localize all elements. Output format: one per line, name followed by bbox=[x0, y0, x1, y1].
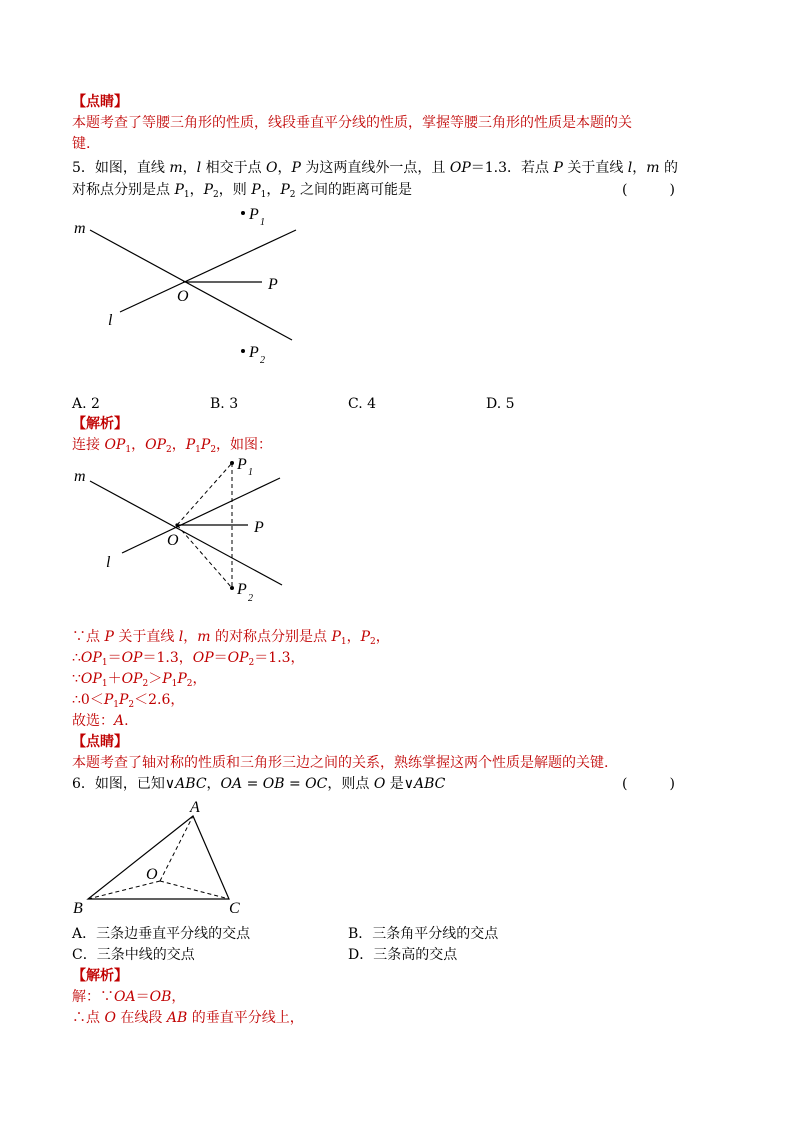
q6-option-a[interactable]: A．三条边垂直平分线的交点 bbox=[72, 926, 251, 942]
label-P1-sub: 1 bbox=[248, 467, 253, 478]
q5-option-d[interactable]: D. 5 bbox=[486, 396, 515, 412]
section-heading-dianjing-1: 【点睛】 bbox=[72, 94, 128, 110]
label-P: P bbox=[254, 519, 264, 536]
dashed-OC bbox=[160, 881, 229, 899]
label-l: l bbox=[106, 554, 111, 571]
analysis6-line-1: 解：∵OA＝OB， bbox=[72, 989, 186, 1005]
section-heading-jiexi-1: 【解析】 bbox=[72, 416, 128, 432]
analysis5-line-4: $\therefore 0<P_1P_2<2.6$， bbox=[72, 692, 185, 710]
section-heading-dianjing-2: 【点睛】 bbox=[72, 734, 128, 750]
dashed-OP2 bbox=[177, 525, 232, 588]
q6-option-d[interactable]: D．三条高的交点 bbox=[348, 947, 458, 963]
label-B: B bbox=[73, 900, 83, 917]
label-m: m bbox=[74, 220, 86, 237]
label-P1: P bbox=[249, 206, 259, 223]
point-p2-dot bbox=[230, 586, 234, 590]
q6-figure bbox=[0, 795, 794, 920]
point-o-dot bbox=[175, 523, 178, 526]
analysis5-line-2: $\therefore OP_1=OP=1.3$，$OP=OP_2=1.3$， bbox=[72, 650, 305, 668]
triangle-abc bbox=[88, 816, 229, 899]
label-O: O bbox=[167, 532, 179, 549]
label-P: P bbox=[268, 276, 278, 293]
q6-stem: 6．如图，已知∨ABC，OA = OB = OC，则点 O 是∨ABC bbox=[72, 776, 446, 792]
analysis5-line-1: ∵点 P 关于直线 l，m 的对称点分别是点 $P_1$，$P_2$， bbox=[72, 629, 390, 647]
analysis5-figure bbox=[0, 455, 794, 615]
label-P1-sub: 1 bbox=[260, 217, 265, 228]
point-p1-dot bbox=[241, 211, 245, 215]
dashed-OA bbox=[160, 816, 193, 881]
label-O: O bbox=[146, 866, 158, 883]
label-l: l bbox=[108, 312, 113, 329]
q5-option-c[interactable]: C. 4 bbox=[348, 396, 377, 412]
analysis5-line-3: $\because OP_1+OP_2>P_1P_2$， bbox=[72, 671, 207, 689]
analysis5-connect-line: 连接 $OP_1$，$OP_2$，$P_1P_2$，如图： bbox=[72, 437, 273, 455]
dianjing-text-line-2: 键. bbox=[72, 136, 91, 152]
label-P1: P bbox=[237, 456, 247, 473]
label-P2: P bbox=[249, 344, 259, 361]
dianjing-text-line-1: 本题考查了等腰三角形的性质，线段垂直平分线的性质，掌握等腰三角形的性质是本题的关 bbox=[72, 115, 632, 131]
point-p2-dot bbox=[241, 349, 245, 353]
q5-option-b[interactable]: B. 3 bbox=[210, 396, 239, 412]
q5-stem-line-2: 对称点分别是点 $P_1$，$P_2$，则 $P_1$，$P_2$ 之间的距离可能是 bbox=[72, 182, 412, 200]
label-P2-sub: 2 bbox=[248, 593, 253, 604]
dianjing2-text: 本题考查了轴对称的性质和三角形三边之间的关系，熟练掌握这两个性质是解题的关键. bbox=[72, 755, 609, 771]
label-m: m bbox=[74, 468, 86, 485]
analysis6-line-2: ∴点 O 在线段 AB 的垂直平分线上， bbox=[72, 1010, 304, 1026]
label-C: C bbox=[229, 900, 240, 917]
label-P2: P bbox=[237, 581, 247, 598]
q6-option-b[interactable]: B．三条角平分线的交点 bbox=[348, 926, 499, 942]
label-O: O bbox=[177, 288, 189, 305]
q5-option-a[interactable]: A. 2 bbox=[72, 396, 100, 412]
q6-option-c[interactable]: C．三条中线的交点 bbox=[72, 947, 195, 963]
analysis5-answer: 故选：A. bbox=[72, 713, 129, 729]
section-heading-jiexi-2: 【解析】 bbox=[72, 968, 128, 984]
label-A: A bbox=[190, 799, 200, 816]
q5-answer-paren: ( ) bbox=[622, 182, 675, 198]
q5-figure bbox=[0, 195, 794, 375]
dashed-OP1 bbox=[177, 463, 232, 525]
line-l bbox=[120, 230, 296, 312]
label-P2-sub: 2 bbox=[260, 355, 265, 366]
q6-answer-paren: ( ) bbox=[622, 776, 675, 792]
point-p1-dot bbox=[230, 461, 234, 465]
q5-stem-line-1: 5．如图，直线 m，l 相交于点 O，P 为这两直线外一点，且 OP＝1.3．若点 P 关于直线 l，m 的 bbox=[72, 160, 679, 176]
